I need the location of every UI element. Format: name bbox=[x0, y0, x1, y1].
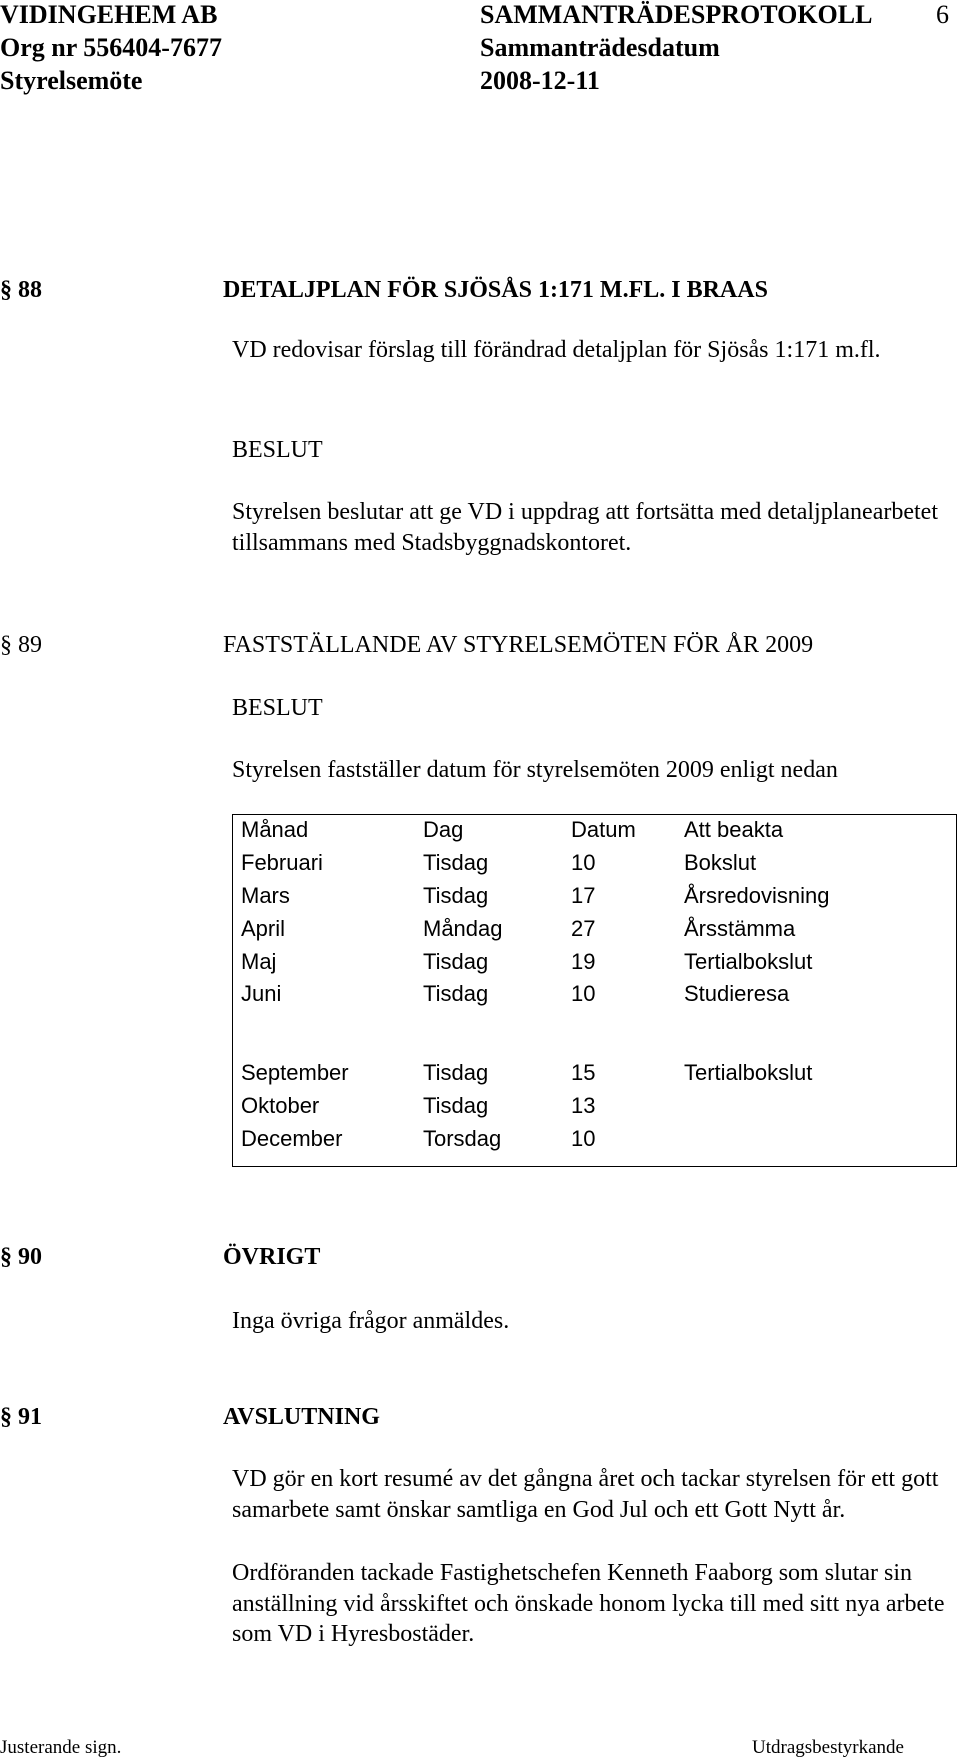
table-row bbox=[232, 1122, 957, 1155]
section-91-text-1: VD gör en kort resumé av det gångna året och tackar styrelsen för ett gott samarbete samt önskar samtliga en God Jul och ett Gott Nytt år. bbox=[232, 1466, 939, 1523]
section-88-decision: Styrelsen beslutar att ge VD i uppdrag att fortsätta med detaljplanearbetet tillsammans med Stadsbyggnadskontoret. bbox=[232, 499, 938, 556]
meeting-date-label: Sammanträdesdatum bbox=[480, 33, 720, 62]
section-89-title: FASTSTÄLLANDE AV STYRELSEMÖTEN FÖR ÅR 2009 bbox=[223, 632, 814, 658]
cell-date: 17 bbox=[571, 882, 596, 908]
cell-note: Bokslut bbox=[684, 850, 757, 876]
company-name: VIDINGEHEM AB bbox=[0, 0, 218, 29]
cell-note: Årsstämma bbox=[684, 915, 796, 941]
section-90-text: Inga övriga frågor anmäldes. bbox=[232, 1308, 510, 1334]
cell-note: Tertialbokslut bbox=[684, 1060, 813, 1086]
column-header-month: Månad bbox=[241, 817, 309, 843]
cell-month: Juni bbox=[241, 981, 282, 1007]
section-88-intro: VD redovisar förslag till förändrad detaljplan för Sjösås 1:171 m.fl. bbox=[232, 337, 881, 363]
section-89-decision-label: BESLUT bbox=[232, 695, 323, 721]
cell-day: Tisdag bbox=[423, 850, 489, 876]
cell-month: Maj bbox=[241, 948, 277, 974]
cell-date: 10 bbox=[571, 850, 596, 876]
cell-month: December bbox=[241, 1125, 343, 1151]
cell-month: April bbox=[241, 915, 286, 941]
table-row bbox=[232, 1057, 957, 1090]
cell-note bbox=[675, 1122, 957, 1155]
section-88-number: § 88 bbox=[0, 277, 42, 303]
cell-note: Studieresa bbox=[684, 981, 790, 1007]
section-88-decision-label: BESLUT bbox=[232, 437, 323, 463]
cell-date: 15 bbox=[571, 1060, 596, 1086]
cell-day: Måndag bbox=[423, 915, 503, 941]
cell-day: Torsdag bbox=[423, 1125, 502, 1151]
cell-month: Oktober bbox=[241, 1092, 320, 1118]
table-row bbox=[232, 847, 957, 880]
section-91-heading bbox=[0, 1402, 960, 1432]
table-row bbox=[232, 978, 957, 1011]
cell-month: September bbox=[241, 1060, 349, 1086]
section-91-title: AVSLUTNING bbox=[223, 1404, 380, 1430]
cell-day: Tisdag bbox=[423, 882, 489, 908]
cell-date: 10 bbox=[571, 981, 596, 1007]
table-row bbox=[232, 880, 957, 913]
cell-date: 27 bbox=[571, 915, 596, 941]
section-91-number: § 91 bbox=[0, 1404, 42, 1430]
cell-date: 13 bbox=[571, 1092, 596, 1118]
column-header-day: Dag bbox=[423, 817, 464, 843]
org-number: Org nr 556404-7677 bbox=[0, 33, 222, 62]
document-title: SAMMANTRÄDESPROTOKOLL bbox=[480, 0, 873, 29]
table-spacer-row bbox=[232, 1011, 957, 1057]
cell-day: Tisdag bbox=[423, 1060, 489, 1086]
table-row bbox=[232, 945, 957, 978]
meeting-type: Styrelsemöte bbox=[0, 66, 143, 95]
section-90-number: § 90 bbox=[0, 1244, 42, 1270]
cell-month: Februari bbox=[241, 850, 323, 876]
section-90-heading bbox=[0, 1242, 960, 1272]
cell-note: Tertialbokslut bbox=[684, 948, 813, 974]
table-row bbox=[232, 912, 957, 945]
cell-day: Tisdag bbox=[423, 1092, 489, 1118]
cell-month: Mars bbox=[241, 882, 290, 908]
section-91-text-2: Ordföranden tackade Fastighetschefen Kenneth Faaborg som slutar sin anställning vid årsskiftet och önskade honom lycka till med sitt nya arbete som VD i Hyresbostäder. bbox=[232, 1560, 945, 1647]
column-header-note: Att beakta bbox=[684, 817, 784, 843]
footer-justerande: Justerande sign. bbox=[0, 1737, 122, 1758]
table-header-row bbox=[232, 814, 957, 847]
cell-note bbox=[675, 1090, 957, 1123]
meeting-date-value: 2008-12-11 bbox=[480, 66, 600, 95]
cell-date: 19 bbox=[571, 948, 596, 974]
section-89-number: § 89 bbox=[0, 632, 42, 658]
section-88-heading bbox=[0, 275, 960, 305]
table-row bbox=[232, 1090, 957, 1123]
footer-utdragsbestyrkande: Utdragsbestyrkande bbox=[752, 1737, 904, 1758]
section-89-heading bbox=[0, 630, 960, 660]
cell-note: Årsredovisning bbox=[684, 882, 830, 908]
page-number: 6 bbox=[936, 0, 949, 29]
meeting-schedule-table bbox=[232, 814, 957, 1155]
section-89-decision: Styrelsen fastställer datum för styrelsemöten 2009 enligt nedan bbox=[232, 757, 838, 783]
cell-day: Tisdag bbox=[423, 981, 489, 1007]
column-header-date: Datum bbox=[571, 817, 636, 843]
cell-day: Tisdag bbox=[423, 948, 489, 974]
cell-date: 10 bbox=[571, 1125, 596, 1151]
section-90-title: ÖVRIGT bbox=[223, 1244, 321, 1270]
section-88-title: DETALJPLAN FÖR SJÖSÅS 1:171 M.FL. I BRAAS bbox=[223, 277, 768, 303]
